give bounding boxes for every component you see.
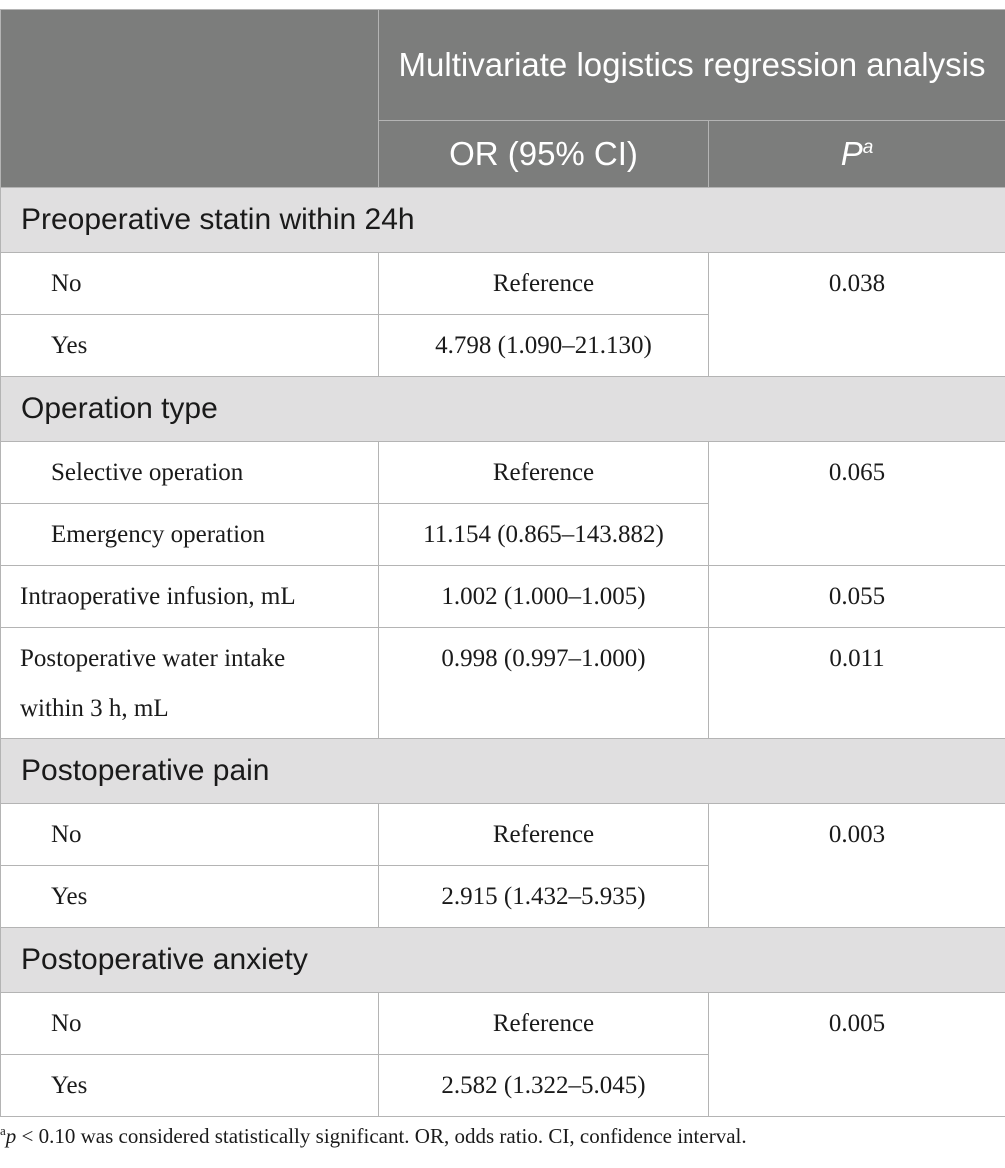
row-label: No <box>1 253 379 315</box>
section-title-statin: Preoperative statin within 24h <box>1 188 1005 253</box>
row-or-ci: 0.998 (0.997–1.000) <box>379 628 709 739</box>
header-p-value <box>709 121 1005 188</box>
regression-table <box>0 9 1005 1117</box>
row-or-ci: Reference <box>379 993 709 1055</box>
row-or-ci: 2.582 (1.322–5.045) <box>379 1055 709 1117</box>
row-or-ci: 11.154 (0.865–143.882) <box>379 504 709 566</box>
row-p-value: 0.038 <box>709 253 1005 377</box>
row-p-value: 0.011 <box>709 628 1005 739</box>
row-or-ci: 2.915 (1.432–5.935) <box>379 866 709 928</box>
row-or-ci: Reference <box>379 442 709 504</box>
header-p-symbol: P <box>840 135 863 172</box>
header-or-ci: OR (95% CI) <box>379 121 709 188</box>
row-or-ci: 4.798 (1.090–21.130) <box>379 315 709 377</box>
section-title-operation-type: Operation type <box>1 377 1005 442</box>
section-title-pain: Postoperative pain <box>1 739 1005 804</box>
header-p-superscript: a <box>862 137 874 158</box>
row-p-value: 0.065 <box>709 442 1005 566</box>
row-label: Yes <box>1 866 379 928</box>
row-p-value: 0.005 <box>709 993 1005 1117</box>
table-footnote <box>0 1123 1005 1149</box>
row-label: Emergency operation <box>1 504 379 566</box>
row-or-ci: Reference <box>379 253 709 315</box>
row-label: Yes <box>1 1055 379 1117</box>
row-or-ci: Reference <box>379 804 709 866</box>
row-label <box>1 628 379 739</box>
row-label-line: within 3 h, mL <box>20 695 169 722</box>
row-label: No <box>1 804 379 866</box>
header-group-title: Multivariate logistics regression analysis <box>379 10 1005 121</box>
footnote-p-symbol: p <box>5 1124 17 1148</box>
row-label: Yes <box>1 315 379 377</box>
row-label: Intraoperative infusion, mL <box>1 566 379 628</box>
footnote-text: < 0.10 was considered statistically significant. OR, odds ratio. CI, confidence interval. <box>16 1124 747 1148</box>
row-p-value: 0.003 <box>709 804 1005 928</box>
row-label: No <box>1 993 379 1055</box>
row-label: Selective operation <box>1 442 379 504</box>
row-p-value: 0.055 <box>709 566 1005 628</box>
row-or-ci: 1.002 (1.000–1.005) <box>379 566 709 628</box>
footnote-superscript: a <box>0 1123 6 1138</box>
section-title-anxiety: Postoperative anxiety <box>1 928 1005 993</box>
row-label-line: Postoperative water intake <box>20 645 286 672</box>
header-empty-cell <box>1 10 379 188</box>
